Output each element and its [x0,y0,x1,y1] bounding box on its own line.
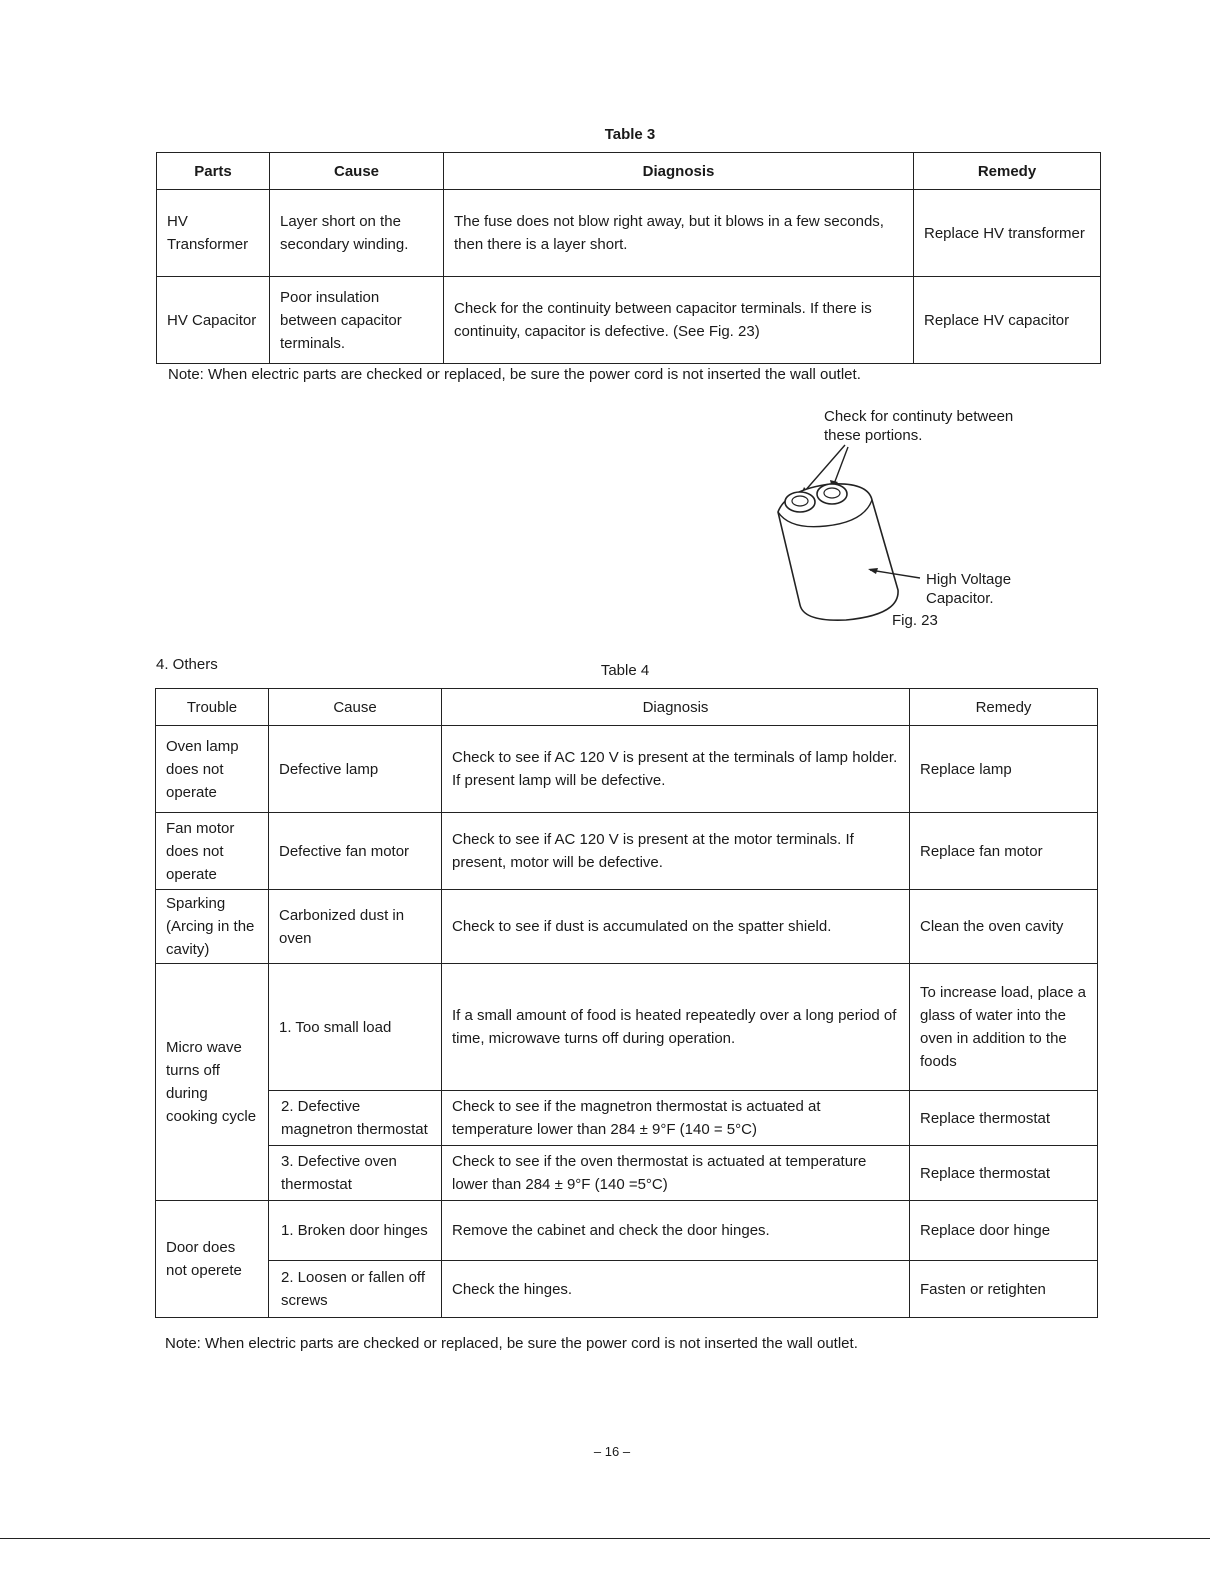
table4-cell-remedy: To increase load, place a glass of water into the oven in addition to the foods [910,964,1098,1091]
table3-header-diagnosis: Diagnosis [444,153,914,190]
section-title-others: 4. Others [156,656,218,673]
table-row [156,890,1098,964]
arrow-line-right [834,447,848,484]
table4-cell-remedy: Clean the oven cavity [910,890,1098,964]
table-row [156,1091,1098,1146]
table3-cell-diagnosis: Check for the continuity between capacitor terminals. If there is continuity, capacitor is defective. (See Fig. 23) [444,277,914,364]
table4-cell-cause: 1. Broken door hinges [269,1201,442,1261]
table4-cell-trouble: Sparking (Arcing in the cavity) [156,890,269,964]
note-table3: Note: When electric parts are checked or replaced, be sure the power cord is not inserted the wall outlet. [168,366,861,383]
terminal-left [785,492,815,512]
figure-caption: Fig. 23 [892,612,938,629]
table4-header-remedy: Remedy [910,689,1098,726]
table4-header-diagnosis: Diagnosis [442,689,910,726]
table4-cell-remedy: Fasten or retighten [910,1261,1098,1318]
table4-header-cause: Cause [269,689,442,726]
table4-cell-cause: 2. Loosen or fallen off screws [269,1261,442,1318]
table3-cell-cause: Poor insulation between capacitor terminals. [270,277,444,364]
table-row [156,813,1098,890]
table3-header-remedy: Remedy [914,153,1101,190]
bottom-rule [0,1538,1210,1539]
table-row [156,726,1098,813]
terminal-right [817,484,847,504]
table4-cell-remedy: Replace door hinge [910,1201,1098,1261]
table4-cell-diagnosis: Check to see if dust is accumulated on the spatter shield. [442,890,910,964]
table4-cell-trouble-microwave: Micro wave turns off during cooking cycle [156,964,269,1201]
note-table4: Note: When electric parts are checked or replaced, be sure the power cord is not inserted the wall outlet. [165,1335,858,1352]
table3-caption: Table 3 [604,126,656,143]
table4-cell-diagnosis: If a small amount of food is heated repeatedly over a long period of time, microwave turns off during operation. [442,964,910,1091]
table4-cell-diagnosis: Check to see if the oven thermostat is actuated at temperature lower than 284 ± 9°F (140 =5°C) [442,1146,910,1201]
table4-cell-diagnosis: Remove the cabinet and check the door hinges. [442,1201,910,1261]
table3-cell-part: HV Capacitor [157,277,270,364]
table4-cell-cause: Carbonized dust in oven [269,890,442,964]
table-row [156,1201,1098,1261]
table4-cell-remedy: Replace thermostat [910,1091,1098,1146]
table3-cell-remedy: Replace HV capacitor [914,277,1101,364]
table-4 [155,688,1098,1318]
page-number: – 16 – [593,1444,631,1459]
table4-cell-cause: 1. Too small load [269,964,442,1091]
table3-cell-cause: Layer short on the secondary winding. [270,190,444,277]
table4-cell-remedy: Replace lamp [910,726,1098,813]
table-row [157,277,1101,364]
table4-header-trouble: Trouble [156,689,269,726]
table-row [156,1261,1098,1318]
table-row [156,964,1098,1091]
figure-label-continuity: Check for continuty between these portions. [824,408,1014,444]
table4-header-row [156,689,1098,726]
table4-caption: Table 4 [600,662,650,679]
table3-header-cause: Cause [270,153,444,190]
table4-cell-trouble: Fan motor does not operate [156,813,269,890]
table4-cell-diagnosis: Check to see if the magnetron thermostat is actuated at temperature lower than 284 ± 9°F (140 = 5°C) [442,1091,910,1146]
table4-cell-diagnosis: Check to see if AC 120 V is present at the motor terminals. If present, motor will be defective. [442,813,910,890]
table3-header-parts: Parts [157,153,270,190]
table4-cell-remedy: Replace fan motor [910,813,1098,890]
table-row [156,1146,1098,1201]
table4-cell-cause: Defective lamp [269,726,442,813]
table4-cell-diagnosis: Check the hinges. [442,1261,910,1318]
table4-cell-trouble: Oven lamp does not operate [156,726,269,813]
table3-header-row [157,153,1101,190]
table4-cell-cause: Defective fan motor [269,813,442,890]
table4-cell-trouble-door: Door does not operete [156,1201,269,1318]
table4-cell-cause: 2. Defective magnetron thermostat [269,1091,442,1146]
table-row [157,190,1101,277]
table-3 [156,152,1101,364]
table3-cell-remedy: Replace HV transformer [914,190,1101,277]
table3-cell-part: HV Transformer [157,190,270,277]
table4-cell-diagnosis: Check to see if AC 120 V is present at the terminals of lamp holder. If present lamp will be defective. [442,726,910,813]
table4-cell-remedy: Replace thermostat [910,1146,1098,1201]
table3-cell-diagnosis: The fuse does not blow right away, but it blows in a few seconds, then there is a layer short. [444,190,914,277]
table4-cell-cause: 3. Defective oven thermostat [269,1146,442,1201]
figure-label-capacitor: High Voltage Capacitor. [926,571,1012,607]
